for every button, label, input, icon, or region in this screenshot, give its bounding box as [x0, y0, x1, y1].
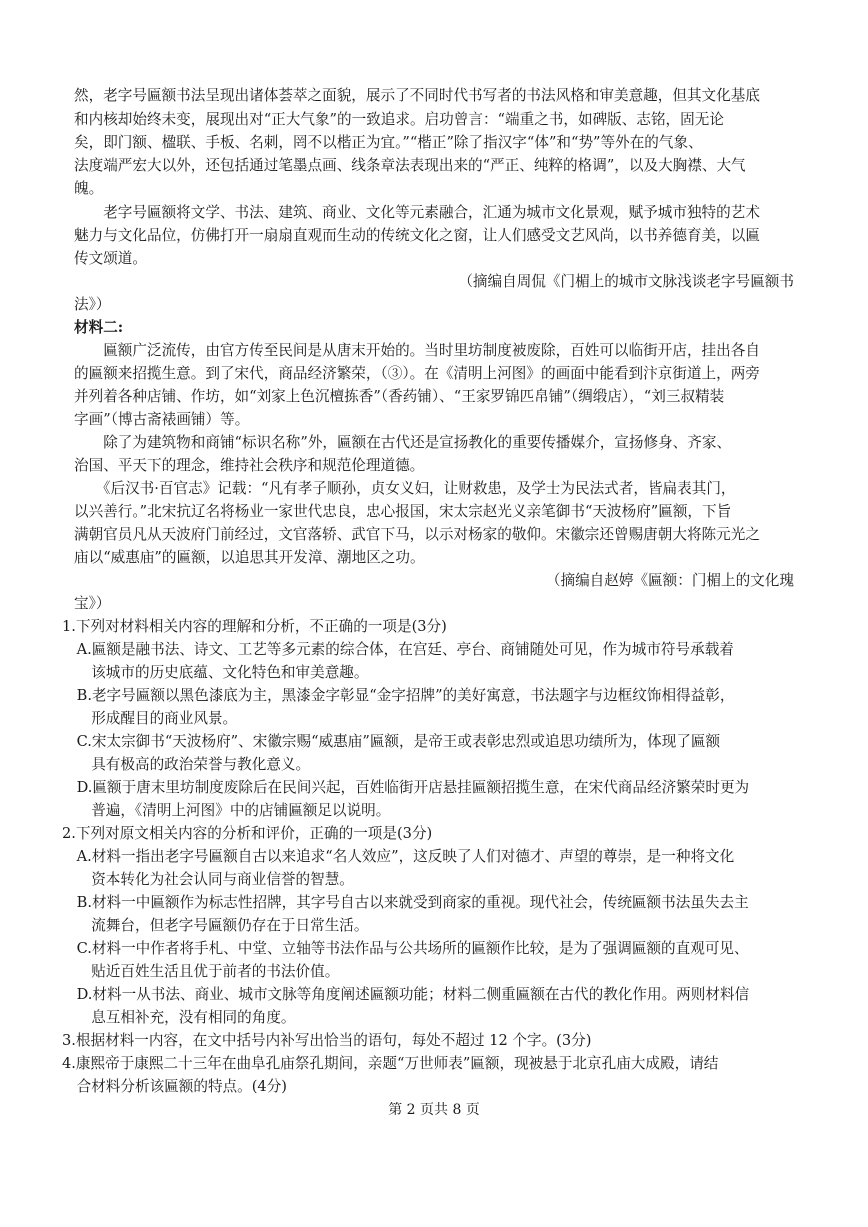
material2-source-cont: 宝》） [74, 595, 111, 612]
question-2-option-b: B.材料一中匾额作为标志性招牌，其字号自古以来就受到商家的重视。现代社会，传统匾额书法虽失去主 [62, 894, 749, 911]
question-1-option-c: C.宋太宗御书“天波杨府”、宋徽宗赐“威惠庙”匾额，是帝王或表彰忠烈或追思功绩所为，体现了匾额 [62, 733, 721, 750]
question-4: 4.康熙帝于康熙二十三年在曲阜孔庙祭孔期间，亲题“万世师表”匾额，现被悬于北京孔庙大成殿，请结 [62, 1055, 719, 1072]
question-3: 3.根据材料一内容，在文中括号内补写出恰当的语句，每处不超过 12 个字。(3分) [62, 1032, 592, 1049]
page-footer: 第 2 页共 8 页 [388, 1102, 480, 1118]
material1-line: 魄。 [74, 180, 104, 197]
question-1-option-a: A.匾额是融书法、诗文、工艺等多元素的综合体，在宫廷、亭台、商铺随处可见，作为城市符号承载着 [62, 641, 734, 658]
question-1-option-c-cont: 具有极高的政治荣誉与教化意义。 [62, 756, 311, 773]
material1-line: 法度端严宏大以外，还包括通过笔墨点画、线条章法表现出来的“严正、纯粹的格调”，以及大胸襟、大气 [74, 157, 746, 174]
material2-source: （摘编自赵婷《匾额：门楣上的文化瑰 [545, 572, 794, 589]
material1-source: （摘编自周侃《门楣上的城市文脉浅谈老字号匾额书 [458, 273, 794, 290]
material2-heading: 材料二: [74, 319, 124, 336]
material1-line: 矣，即门额、楹联、手板、名刺，罔不以楷正为宜。”“楷正”除了指汉字“体”和“势”等外在的气象、 [74, 134, 703, 151]
question-1-option-d: D.匾额于唐末里坊制度废除后在民间兴起，百姓临街开店悬挂匾额招揽生意，在宋代商品经济繁荣时更为 [62, 779, 750, 796]
question-1-option-a-cont: 该城市的历史底蕴、文化特色和审美意趣。 [62, 664, 369, 681]
material2-line: 治国、平天下的理念，维持社会秩序和规范伦理道德。 [74, 457, 425, 474]
material2-line: 除了为建筑物和商铺“标识名称”外，匾额在古代还是宣扬教化的重要传播媒介，宣扬修身、齐家、 [74, 434, 732, 451]
material1-line: 传文颂道。 [74, 250, 147, 267]
material1-line: 老字号匾额将文学、书法、建筑、商业、文化等元素融合，汇通为城市文化景观，赋予城市独特的艺术 [74, 204, 760, 221]
question-2-option-d-cont: 息互相补充，没有相同的角度。 [62, 1009, 296, 1026]
material2-line: 并列着各种店铺、作坊，如“刘家上色沉檀拣香”（香药铺）、“王家罗锦匹帛铺”（绸缎店），“刘三叔精装 [74, 388, 725, 405]
question-4-cont: 合材料分析该匾额的特点。(4分) [62, 1078, 287, 1095]
material2-line: 庙以“威惠庙”的匾额，以追思其开发漳、潮地区之功。 [74, 549, 425, 566]
material1-line: 和内核却始终未变，展现出对“正大气象”的一致追求。启功曾言：“端重之书，如碑版、志铭，固无论 [74, 111, 724, 128]
material2-line: 以兴善行。”北宋抗辽名将杨业一家世代忠良，忠心报国，宋太宗赵光义亲笔御书“天波杨府”匾额，下旨 [74, 503, 732, 520]
material2-line: 匾额广泛流传，由官方传至民间是从唐末开始的。当时里坊制度被废除，百姓可以临街开店，挂出各自 [74, 342, 760, 359]
question-1-option-b-cont: 形成醒目的商业风景。 [62, 710, 238, 727]
material1-source-cont: 法》） [74, 296, 111, 313]
question-1: 1.下列对材料相关内容的理解和分析，不正确的一项是(3分) [62, 618, 447, 635]
material2-line: 的匾额来招揽生意。到了宋代，商品经济繁荣，（③）。在《清明上河图》的画面中能看到汴京街道上，两旁 [74, 365, 760, 382]
question-2-option-a-cont: 资本转化为社会认同与商业信誉的智慧。 [62, 871, 354, 888]
material2-line: 字画”（博古斋裱画铺）等。 [74, 411, 250, 428]
question-2-option-c: C.材料一中作者将手札、中堂、立轴等书法作品与公共场所的匾额作比较，是为了强调匾额的直观可见、 [62, 940, 749, 957]
question-2-option-a: A.材料一指出老字号匾额自古以来追求“名人效应”，这反映了人们对德才、声望的尊崇，是一种将文化 [62, 848, 735, 865]
question-2-option-b-cont: 流舞台，但老字号匾额仍存在于日常生活。 [62, 917, 369, 934]
material1-line: 魅力与文化品位，仿佛打开一扇扇直观而生动的传统文化之窗，让人们感受文艺风尚，以书养德育美，以匾 [74, 227, 760, 244]
question-1-option-d-cont: 普遍，《清明上河图》中的店铺匾额足以说明。 [62, 802, 391, 819]
question-1-option-b: B.老字号匾额以黑色漆底为主，黑漆金字彰显“金字招牌”的美好寓意，书法题字与边框纹饰相得益彰， [62, 687, 735, 704]
question-2: 2.下列对原文相关内容的分析和评价，正确的一项是(3分) [62, 825, 433, 842]
material2-line: 《后汉书·百官志》记载：“凡有孝子顺孙，贞女义妇，让财救患，及学士为民法式者，皆扁表其门， [74, 480, 736, 497]
question-2-option-c-cont: 贴近百姓生活且优于前者的书法价值。 [62, 963, 340, 980]
material2-line: 满朝官员凡从天波府门前经过，文官落轿、武官下马，以示对杨家的敬仰。宋徽宗还曾赐唐朝大将陈元光之 [74, 526, 760, 543]
question-2-option-d: D.材料一从书法、商业、城市文脉等角度阐述匾额功能；材料二侧重匾额在古代的教化作用。两则材料信 [62, 986, 750, 1003]
material1-line: 然，老字号匾额书法呈现出诸体荟萃之面貌，展示了不同时代书写者的书法风格和审美意趣，但其文化基底 [74, 87, 760, 104]
